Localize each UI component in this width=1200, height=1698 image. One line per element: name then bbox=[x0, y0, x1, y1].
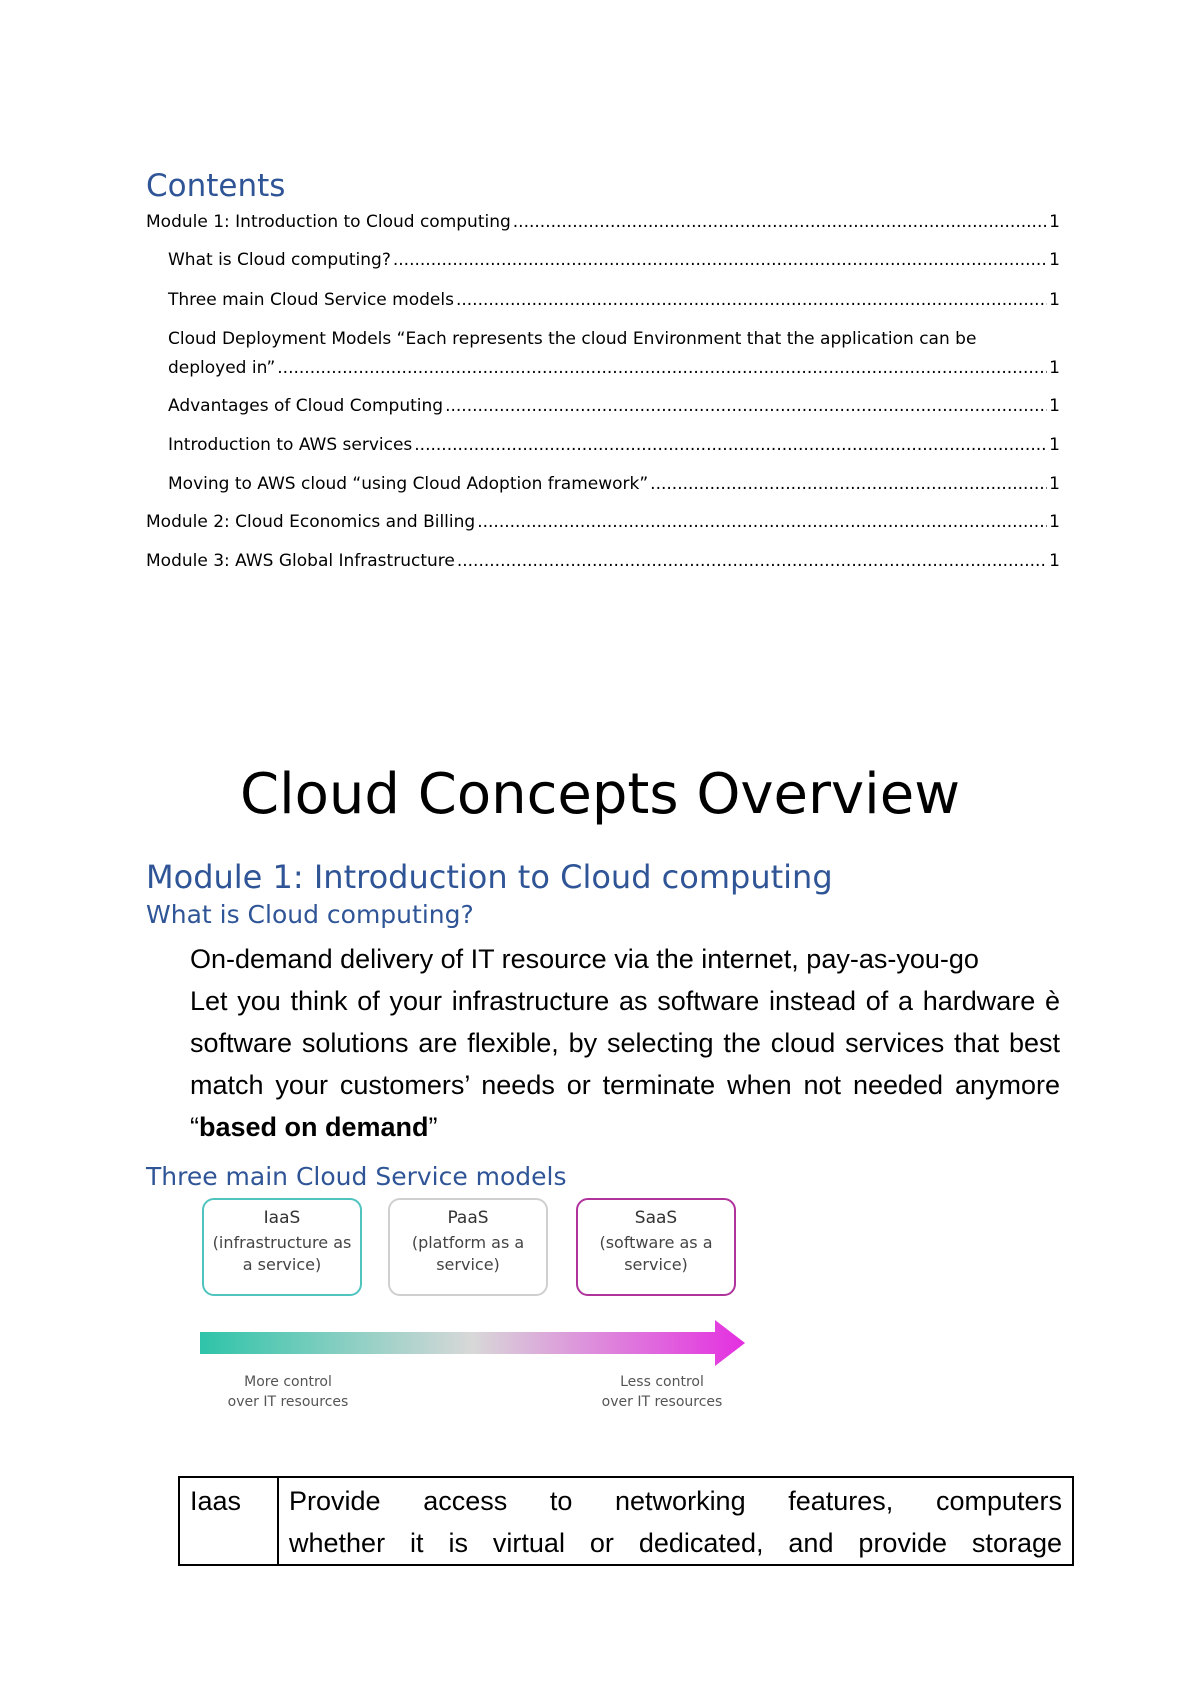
toc-page-number: 1 bbox=[1049, 358, 1060, 378]
toc-entry-label: Introduction to AWS services bbox=[168, 435, 413, 455]
iaas-box bbox=[202, 1198, 362, 1296]
service-model-table bbox=[178, 1476, 1074, 1566]
service-models-diagram bbox=[192, 1190, 752, 1420]
toc-page-number: 1 bbox=[1049, 551, 1060, 571]
paas-box bbox=[388, 1198, 548, 1296]
toc-leader-dots bbox=[445, 396, 1047, 416]
toc-entry-moving-to-aws[interactable] bbox=[168, 474, 1060, 500]
table-row bbox=[179, 1477, 1073, 1565]
toc-leader-dots bbox=[277, 358, 1047, 378]
toc-page-number: 1 bbox=[1049, 250, 1060, 270]
definition-line: whether it is virtual or dedicated, and provide storage bbox=[289, 1528, 1062, 1558]
control-label-line: over IT resources bbox=[601, 1394, 723, 1410]
toc-leader-dots bbox=[513, 212, 1047, 232]
toc-entry-deployment-models[interactable] bbox=[168, 329, 1060, 389]
toc-entry-aws-services[interactable] bbox=[168, 435, 1060, 461]
table-term-cell: Iaas bbox=[179, 1477, 278, 1565]
gradient-arrow-icon bbox=[200, 1318, 752, 1368]
emphasis-text: based on demand bbox=[199, 1112, 429, 1142]
iaas-description bbox=[204, 1232, 360, 1276]
toc-page-number: 1 bbox=[1049, 396, 1060, 416]
toc-entry-what-is-cloud[interactable] bbox=[168, 250, 1060, 276]
module-1-heading: Module 1: Introduction to Cloud computing bbox=[146, 858, 833, 896]
more-control-label bbox=[218, 1372, 358, 1412]
toc-entry-label: Advantages of Cloud Computing bbox=[168, 396, 444, 416]
toc-entry-label-continued: deployed in” bbox=[168, 358, 276, 378]
toc-entry-label: Moving to AWS cloud “using Cloud Adoption framework” bbox=[168, 474, 649, 494]
arrow-symbol: è bbox=[1044, 986, 1060, 1016]
toc-page-number: 1 bbox=[1049, 512, 1060, 532]
less-control-label bbox=[592, 1372, 732, 1412]
paragraph-text: software solutions are flexible, by selecting the cloud services that best match your customers’ needs or terminate when not needed anymore “ bbox=[190, 1028, 1060, 1142]
toc-page-number: 1 bbox=[1049, 212, 1060, 232]
toc-leader-dots bbox=[456, 290, 1047, 310]
paas-label: PaaS bbox=[447, 1208, 489, 1228]
saas-label: SaaS bbox=[634, 1208, 678, 1228]
what-is-cloud-body bbox=[190, 938, 1060, 1148]
table-definition-cell bbox=[278, 1477, 1073, 1565]
control-gradient-arrow bbox=[200, 1318, 752, 1368]
toc-entry-advantages[interactable] bbox=[168, 396, 1060, 422]
iaas-desc-line: a service) bbox=[242, 1255, 322, 1274]
toc-entry-label: Module 3: AWS Global Infrastructure bbox=[146, 551, 455, 571]
toc-entry-label: Module 2: Cloud Economics and Billing bbox=[146, 512, 476, 532]
toc-entry-module-2[interactable] bbox=[146, 512, 1060, 538]
toc-entry-service-models[interactable] bbox=[168, 290, 1060, 316]
control-label-line: More control bbox=[244, 1374, 332, 1390]
toc-leader-dots bbox=[393, 250, 1047, 270]
what-is-cloud-heading: What is Cloud computing? bbox=[146, 900, 474, 929]
definition-paragraph: On-demand delivery of IT resource via the internet, pay-as-you-go bbox=[190, 944, 979, 974]
toc-entry-label: Module 1: Introduction to Cloud computing bbox=[146, 212, 511, 232]
infrastructure-paragraph bbox=[190, 980, 1060, 1148]
toc-page-number: 1 bbox=[1049, 435, 1060, 455]
toc-entry-label: What is Cloud computing? bbox=[168, 250, 391, 270]
iaas-desc-line: (infrastructure as bbox=[212, 1233, 352, 1252]
toc-leader-dots bbox=[650, 474, 1047, 494]
iaas-label: IaaS bbox=[263, 1208, 301, 1228]
paragraph-text: ” bbox=[428, 1112, 438, 1142]
document-title: Cloud Concepts Overview bbox=[240, 762, 960, 827]
toc-entry-label: Cloud Deployment Models “Each represents the cloud Environment that the application can be bbox=[168, 329, 977, 349]
paragraph-text: Let you think of your infrastructure as software instead of a hardware bbox=[190, 986, 1045, 1016]
toc-leader-dots bbox=[414, 435, 1047, 455]
toc-page-number: 1 bbox=[1049, 290, 1060, 310]
toc-entry-label: Three main Cloud Service models bbox=[168, 290, 454, 310]
toc-title: Contents bbox=[146, 168, 286, 204]
paas-desc-line: (platform as a bbox=[411, 1233, 525, 1252]
toc-entry-module-3[interactable] bbox=[146, 551, 1060, 577]
toc-entry-module-1[interactable] bbox=[146, 212, 1060, 238]
saas-desc-line: service) bbox=[624, 1255, 688, 1274]
service-models-heading: Three main Cloud Service models bbox=[146, 1162, 567, 1191]
toc-page-number: 1 bbox=[1049, 474, 1060, 494]
paas-description bbox=[390, 1232, 546, 1276]
definition-line: Provide access to networking features, computers bbox=[289, 1486, 1062, 1516]
saas-desc-line: (software as a bbox=[599, 1233, 713, 1252]
saas-description bbox=[578, 1232, 734, 1276]
toc-leader-dots bbox=[477, 512, 1047, 532]
control-label-line: Less control bbox=[620, 1374, 704, 1390]
toc-leader-dots bbox=[457, 551, 1047, 571]
saas-box bbox=[576, 1198, 736, 1296]
control-label-line: over IT resources bbox=[227, 1394, 349, 1410]
paas-desc-line: service) bbox=[436, 1255, 500, 1274]
